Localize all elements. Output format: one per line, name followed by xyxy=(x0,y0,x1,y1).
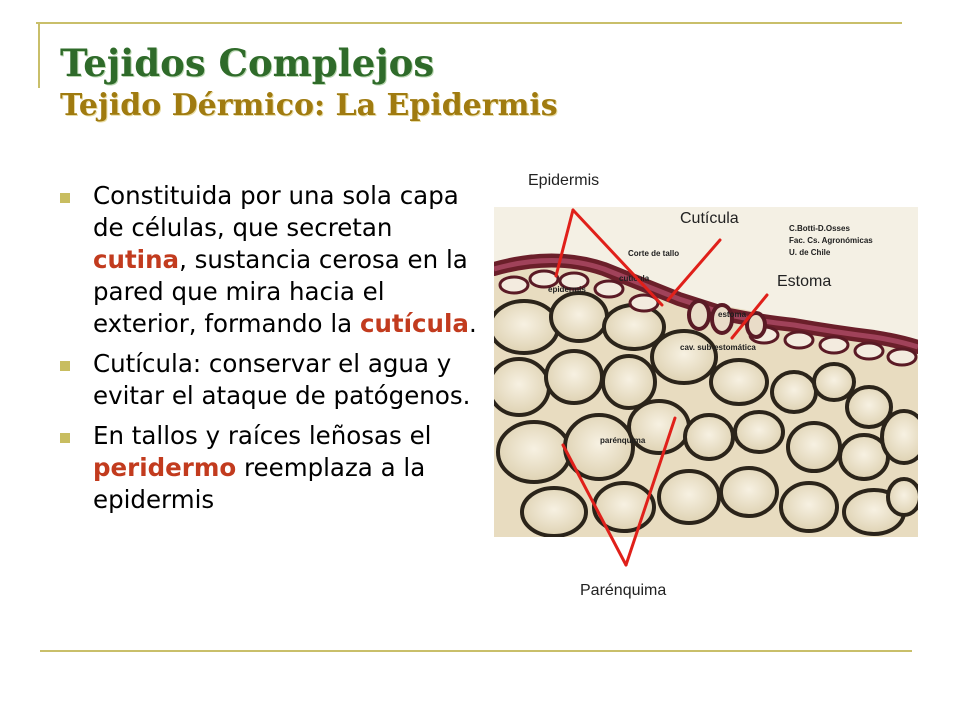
bullet-item xyxy=(60,348,490,412)
slide-subtitle: Tejido Dérmico: La Epidermis xyxy=(60,88,558,123)
image-label-estoma: estoma xyxy=(718,310,747,319)
left-rule xyxy=(38,22,40,88)
bullet-text: Constituida por una sola capa de células, que secretan xyxy=(93,181,459,242)
bullet-list xyxy=(60,180,490,524)
image-label-parenquima: parénquima xyxy=(600,436,646,445)
top-rule xyxy=(36,22,902,24)
highlight-term: peridermo xyxy=(93,453,237,482)
square-bullet-icon xyxy=(60,433,70,443)
image-credit-1: C.Botti-D.Osses xyxy=(789,224,850,233)
image-label-epidermis: epidermis xyxy=(548,285,586,294)
image-label-corte: Corte de tallo xyxy=(628,249,680,258)
callout-estoma: Estoma xyxy=(777,273,832,290)
bottom-rule xyxy=(40,650,912,652)
bullet-text: reemplaza a la epidermis xyxy=(93,453,426,514)
callout-cuticula: Cutícula xyxy=(680,210,739,227)
bullet-text: En tallos y raíces leñosas el xyxy=(93,421,432,450)
bullet-item xyxy=(60,180,490,340)
callout-parenquima: Parénquima xyxy=(580,582,667,599)
highlight-term: cutícula xyxy=(359,309,469,338)
slide-title: Tejidos Complejos xyxy=(60,41,435,85)
highlight-term: cutina xyxy=(93,245,180,274)
micrograph-drawing xyxy=(494,207,918,537)
callout-epidermis: Epidermis xyxy=(528,172,600,189)
square-bullet-icon xyxy=(60,193,70,203)
bullet-text: Cutícula: conservar el agua y evitar el ataque de patógenos. xyxy=(93,349,471,410)
image-credit-3: U. de Chile xyxy=(789,248,831,257)
image-credit-2: Fac. Cs. Agronómicas xyxy=(789,236,873,245)
micrograph-image xyxy=(494,207,918,537)
image-label-cav: cav. sub-estomática xyxy=(680,343,756,352)
bullet-item xyxy=(60,420,490,516)
image-label-cuticula: cutícula xyxy=(619,274,650,283)
square-bullet-icon xyxy=(60,361,70,371)
bullet-text: . xyxy=(468,309,477,338)
bullet-text: , sustancia cerosa en la pared que mira hacia el exterior, formando la xyxy=(93,245,468,338)
